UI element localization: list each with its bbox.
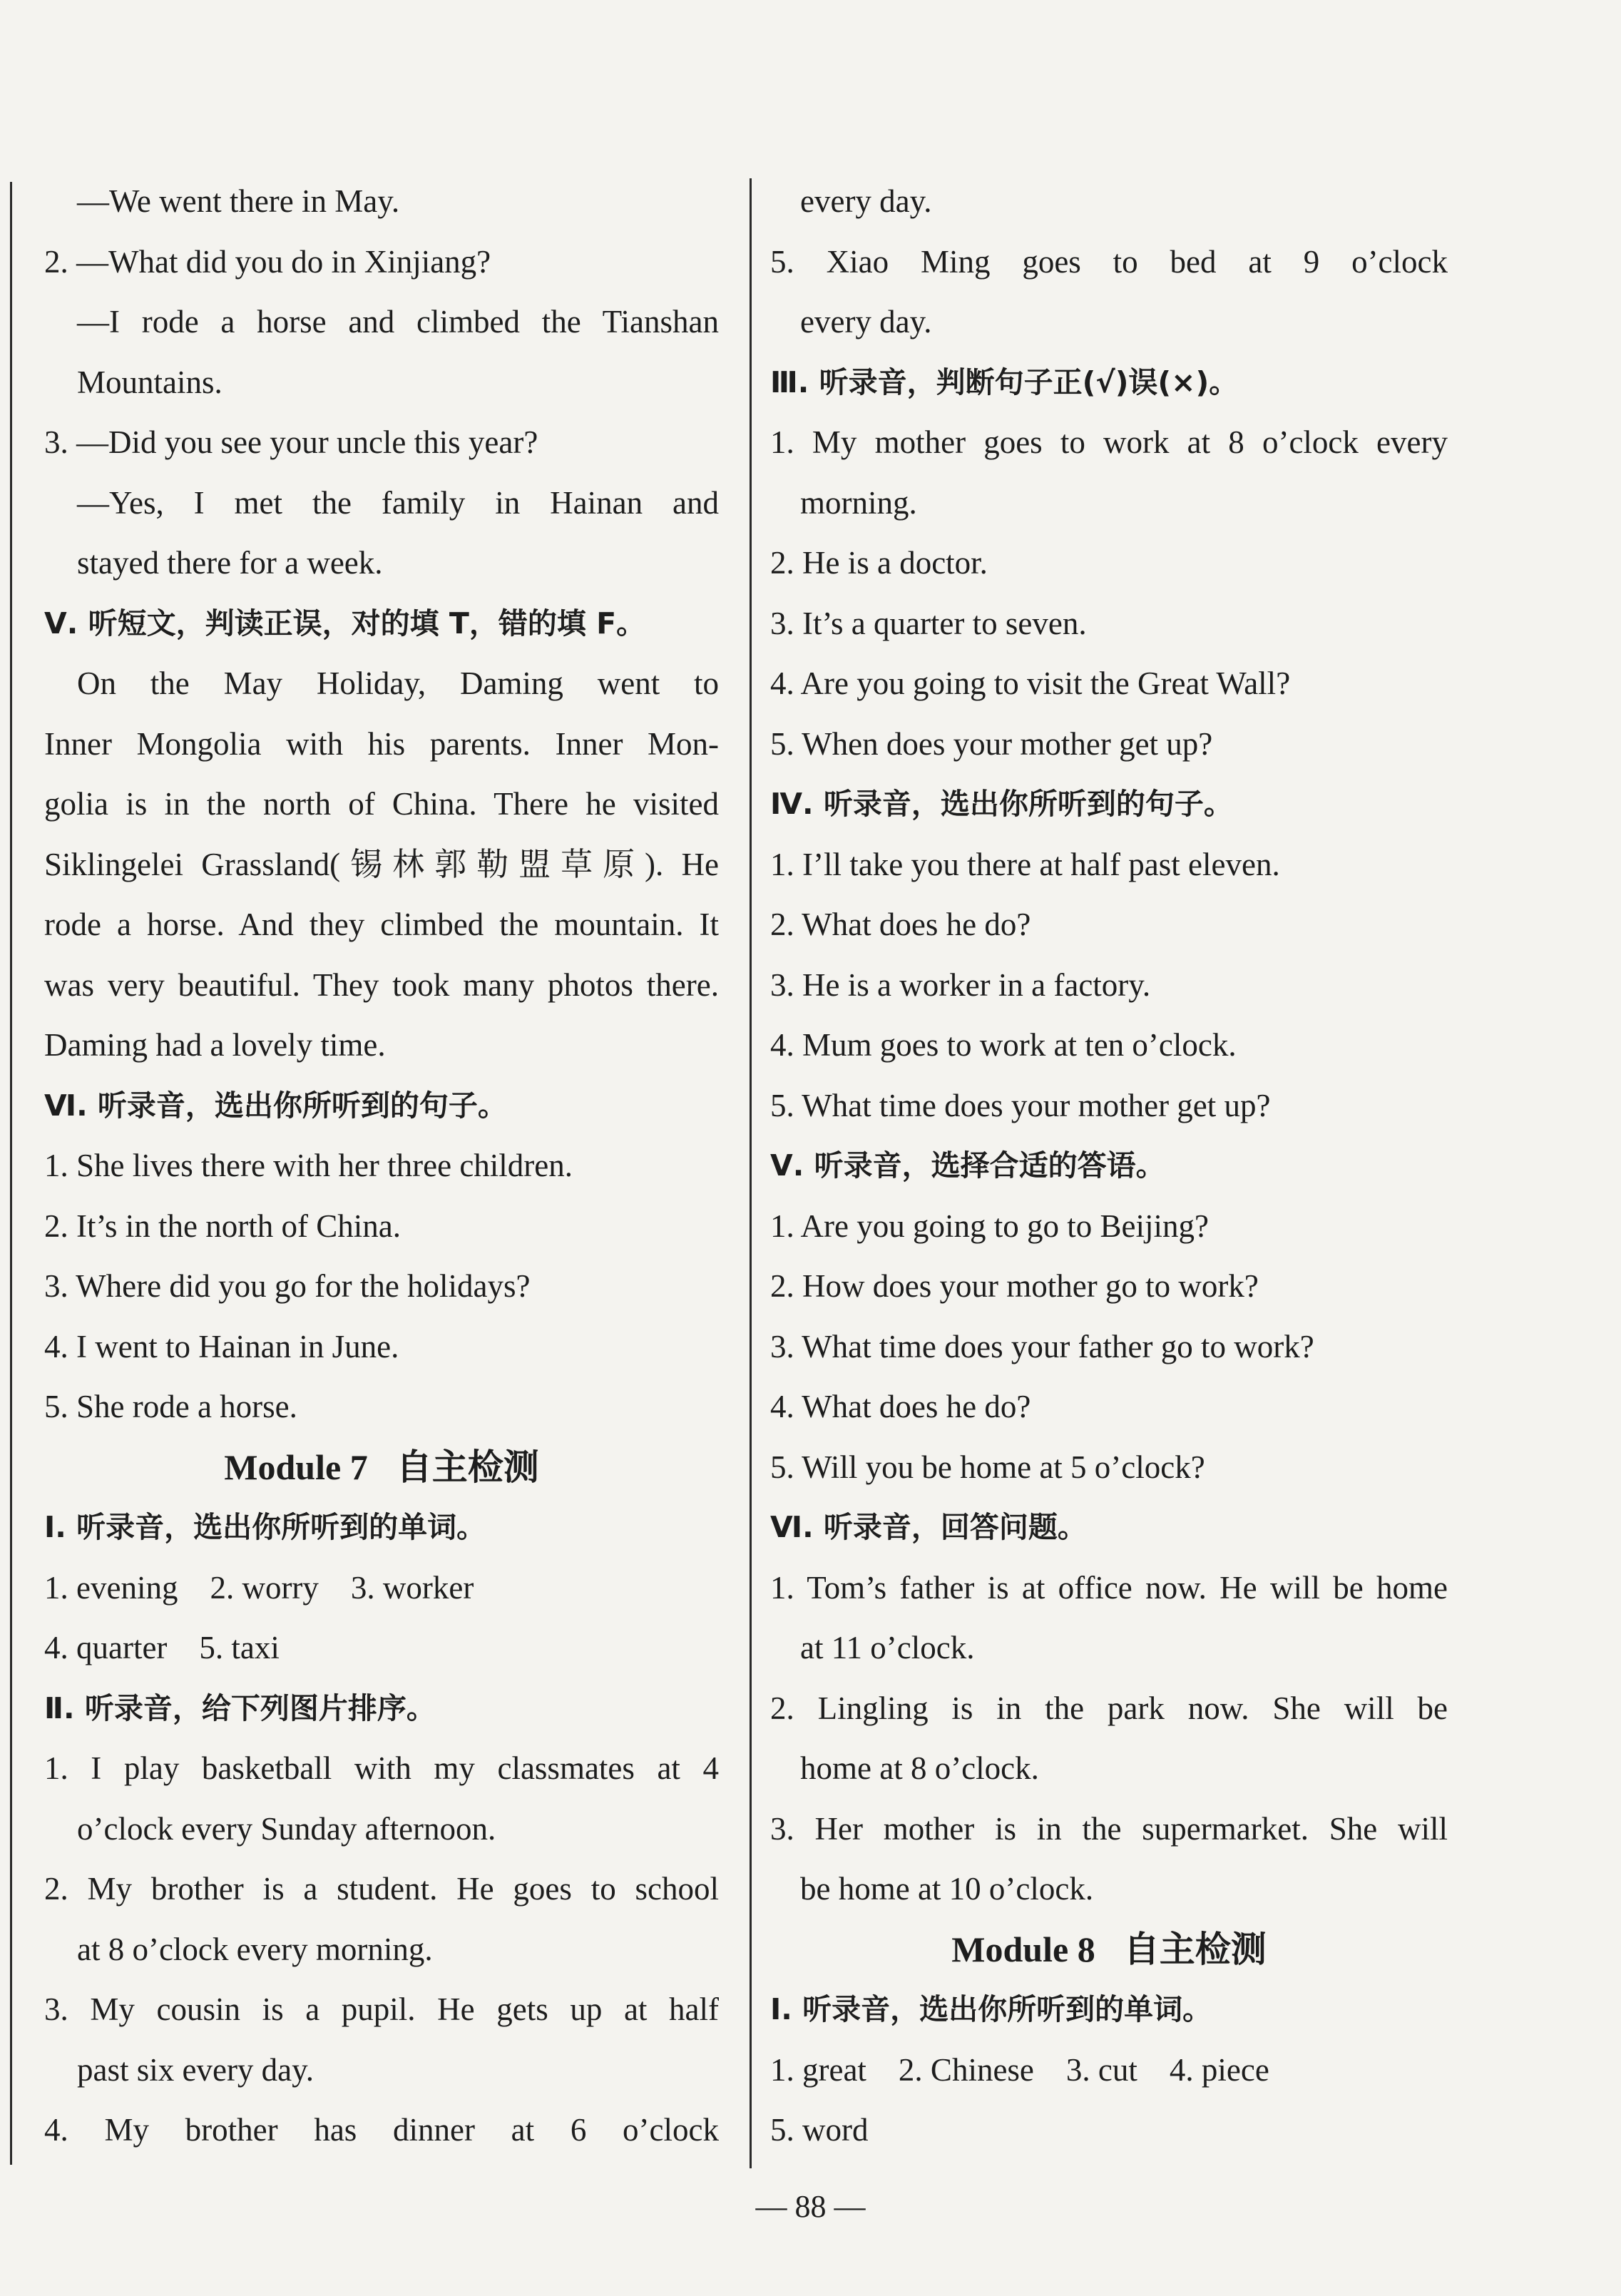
answer-line: 4. My brother has dinner at 6 o’clock [44, 2112, 719, 2148]
left-margin-rule [10, 182, 12, 2165]
answer-line: 2. Lingling is in the park now. She will be [770, 1690, 1448, 1726]
answer-line: —Yes, I met the family in Hainan and [77, 484, 719, 521]
page-number: — 88 — [755, 2189, 866, 2224]
answer-line: Mountains. [77, 364, 223, 400]
section-heading: Ⅴ. 听录音，选择合适的答语。 [770, 1148, 1165, 1183]
answer-line: 3. What time does your father go to work? [770, 1328, 1314, 1364]
section-heading: Ⅳ. 听录音，选出你所听到的句子。 [770, 787, 1233, 821]
answer-line: 2. He is a doctor. [770, 545, 988, 581]
section-heading: Ⅴ. 听短文，判读正误，对的填 T，错的填 F。 [44, 606, 646, 641]
answer-line: be home at 10 o’clock. [800, 1871, 1094, 1907]
answer-line: 2. What does he do? [770, 907, 1031, 942]
passage-line: On the May Holiday, Daming went to [77, 665, 719, 701]
answer-line: 5. What time does your mother get up? [770, 1087, 1271, 1123]
answer-line: —I rode a horse and climbed the Tianshan [77, 304, 719, 340]
passage-line: golia is in the north of China. There he visited [44, 786, 719, 822]
module-title-en: Module 7 [224, 1447, 368, 1487]
answer-line: 5. When does your mother get up? [770, 725, 1213, 762]
section-heading: Ⅰ. 听录音，选出你所听到的单词。 [44, 1510, 486, 1544]
answer-line: home at 8 o’clock. [800, 1750, 1039, 1786]
answer-line: 4. Mum goes to work at ten o’clock. [770, 1027, 1237, 1063]
answer-line: 2. How does your mother go to work? [770, 1268, 1259, 1304]
answer-line: past six every day. [77, 2051, 314, 2088]
answer-line: morning. [800, 484, 917, 521]
answer-line: 1. Are you going to go to Beijing? [770, 1208, 1209, 1244]
answer-line: 1. My mother goes to work at 8 o’clock every [770, 424, 1448, 460]
answer-line: —We went there in May. [77, 183, 400, 219]
answer-line: 5. Xiao Ming goes to bed at 9 o’clock [770, 243, 1448, 280]
section-heading: Ⅰ. 听录音，选出你所听到的单词。 [770, 1992, 1212, 2026]
answer-line: 3. Her mother is in the supermarket. She will [770, 1810, 1448, 1847]
module-title-cn: 自主检测 [396, 1446, 539, 1488]
column-divider [750, 178, 752, 2168]
word-list-line: 1. great 2. Chinese 3. cut 4. piece [770, 2051, 1269, 2088]
section-heading: Ⅵ. 听录音，选出你所听到的句子。 [44, 1088, 507, 1123]
answer-line: 1. I’ll take you there at half past eleven. [770, 846, 1280, 882]
answer-line: o’clock every Sunday afternoon. [77, 1810, 496, 1847]
section-heading: Ⅱ. 听录音，给下列图片排序。 [44, 1690, 436, 1725]
section-heading: Ⅵ. 听录音，回答问题。 [770, 1510, 1087, 1544]
answer-line: every day. [800, 183, 932, 219]
word-list-line: 4. quarter 5. taxi [44, 1630, 280, 1665]
left-column [44, 171, 719, 2160]
answer-line: 3. He is a worker in a factory. [770, 966, 1151, 1003]
passage-line: was very beautiful. They took many photos there. [44, 966, 719, 1003]
answer-line: 1. Tom’s father is at office now. He will be home [770, 1569, 1448, 1606]
answer-line: 4. What does he do? [770, 1389, 1031, 1424]
module-title-en: Module 8 [951, 1929, 1095, 1969]
answer-line: 3. —Did you see your uncle this year? [44, 424, 538, 460]
answer-line: 1. She lives there with her three children. [44, 1148, 573, 1183]
answer-line: 2. —What did you do in Xinjiang? [44, 243, 491, 280]
passage-line: Inner Mongolia with his parents. Inner Mon- [44, 725, 719, 762]
passage-line: Daming had a lovely time. [44, 1027, 386, 1063]
answer-line: 2. It’s in the north of China. [44, 1208, 401, 1244]
answer-line: every day. [800, 304, 932, 340]
answer-line: at 8 o’clock every morning. [77, 1931, 433, 1967]
module-title-cn: 自主检测 [1123, 1928, 1267, 1970]
passage-line: rode a horse. And they climbed the mountain. It [44, 907, 719, 942]
answer-line: 5. She rode a horse. [44, 1389, 297, 1424]
answer-line: 3. My cousin is a pupil. He gets up at half [44, 1991, 719, 2027]
word-list-line: 5. word [770, 2112, 869, 2148]
answer-line: 3. Where did you go for the holidays? [44, 1268, 531, 1304]
answer-line: 3. It’s a quarter to seven. [770, 605, 1087, 641]
answer-line: 1. I play basketball with my classmates at 4 [44, 1750, 719, 1786]
answer-line: stayed there for a week. [77, 545, 383, 581]
right-column [770, 171, 1448, 2160]
answer-line: 2. My brother is a student. He goes to school [44, 1871, 719, 1907]
section-heading: Ⅲ. 听录音，判断句子正(√)误(×)。 [770, 364, 1239, 399]
answer-line: 4. Are you going to visit the Great Wall? [770, 665, 1291, 701]
module-8-title [770, 1919, 1448, 1980]
answer-line: at 11 o’clock. [800, 1630, 975, 1665]
answer-line: 4. I went to Hainan in June. [44, 1328, 399, 1364]
module-7-title [44, 1437, 719, 1498]
answer-line: 5. Will you be home at 5 o’clock? [770, 1449, 1205, 1485]
passage-line: Siklingelei Grassland(锡林郭勒盟草原). He [44, 846, 719, 882]
word-list-line: 1. evening 2. worry 3. worker [44, 1569, 474, 1606]
